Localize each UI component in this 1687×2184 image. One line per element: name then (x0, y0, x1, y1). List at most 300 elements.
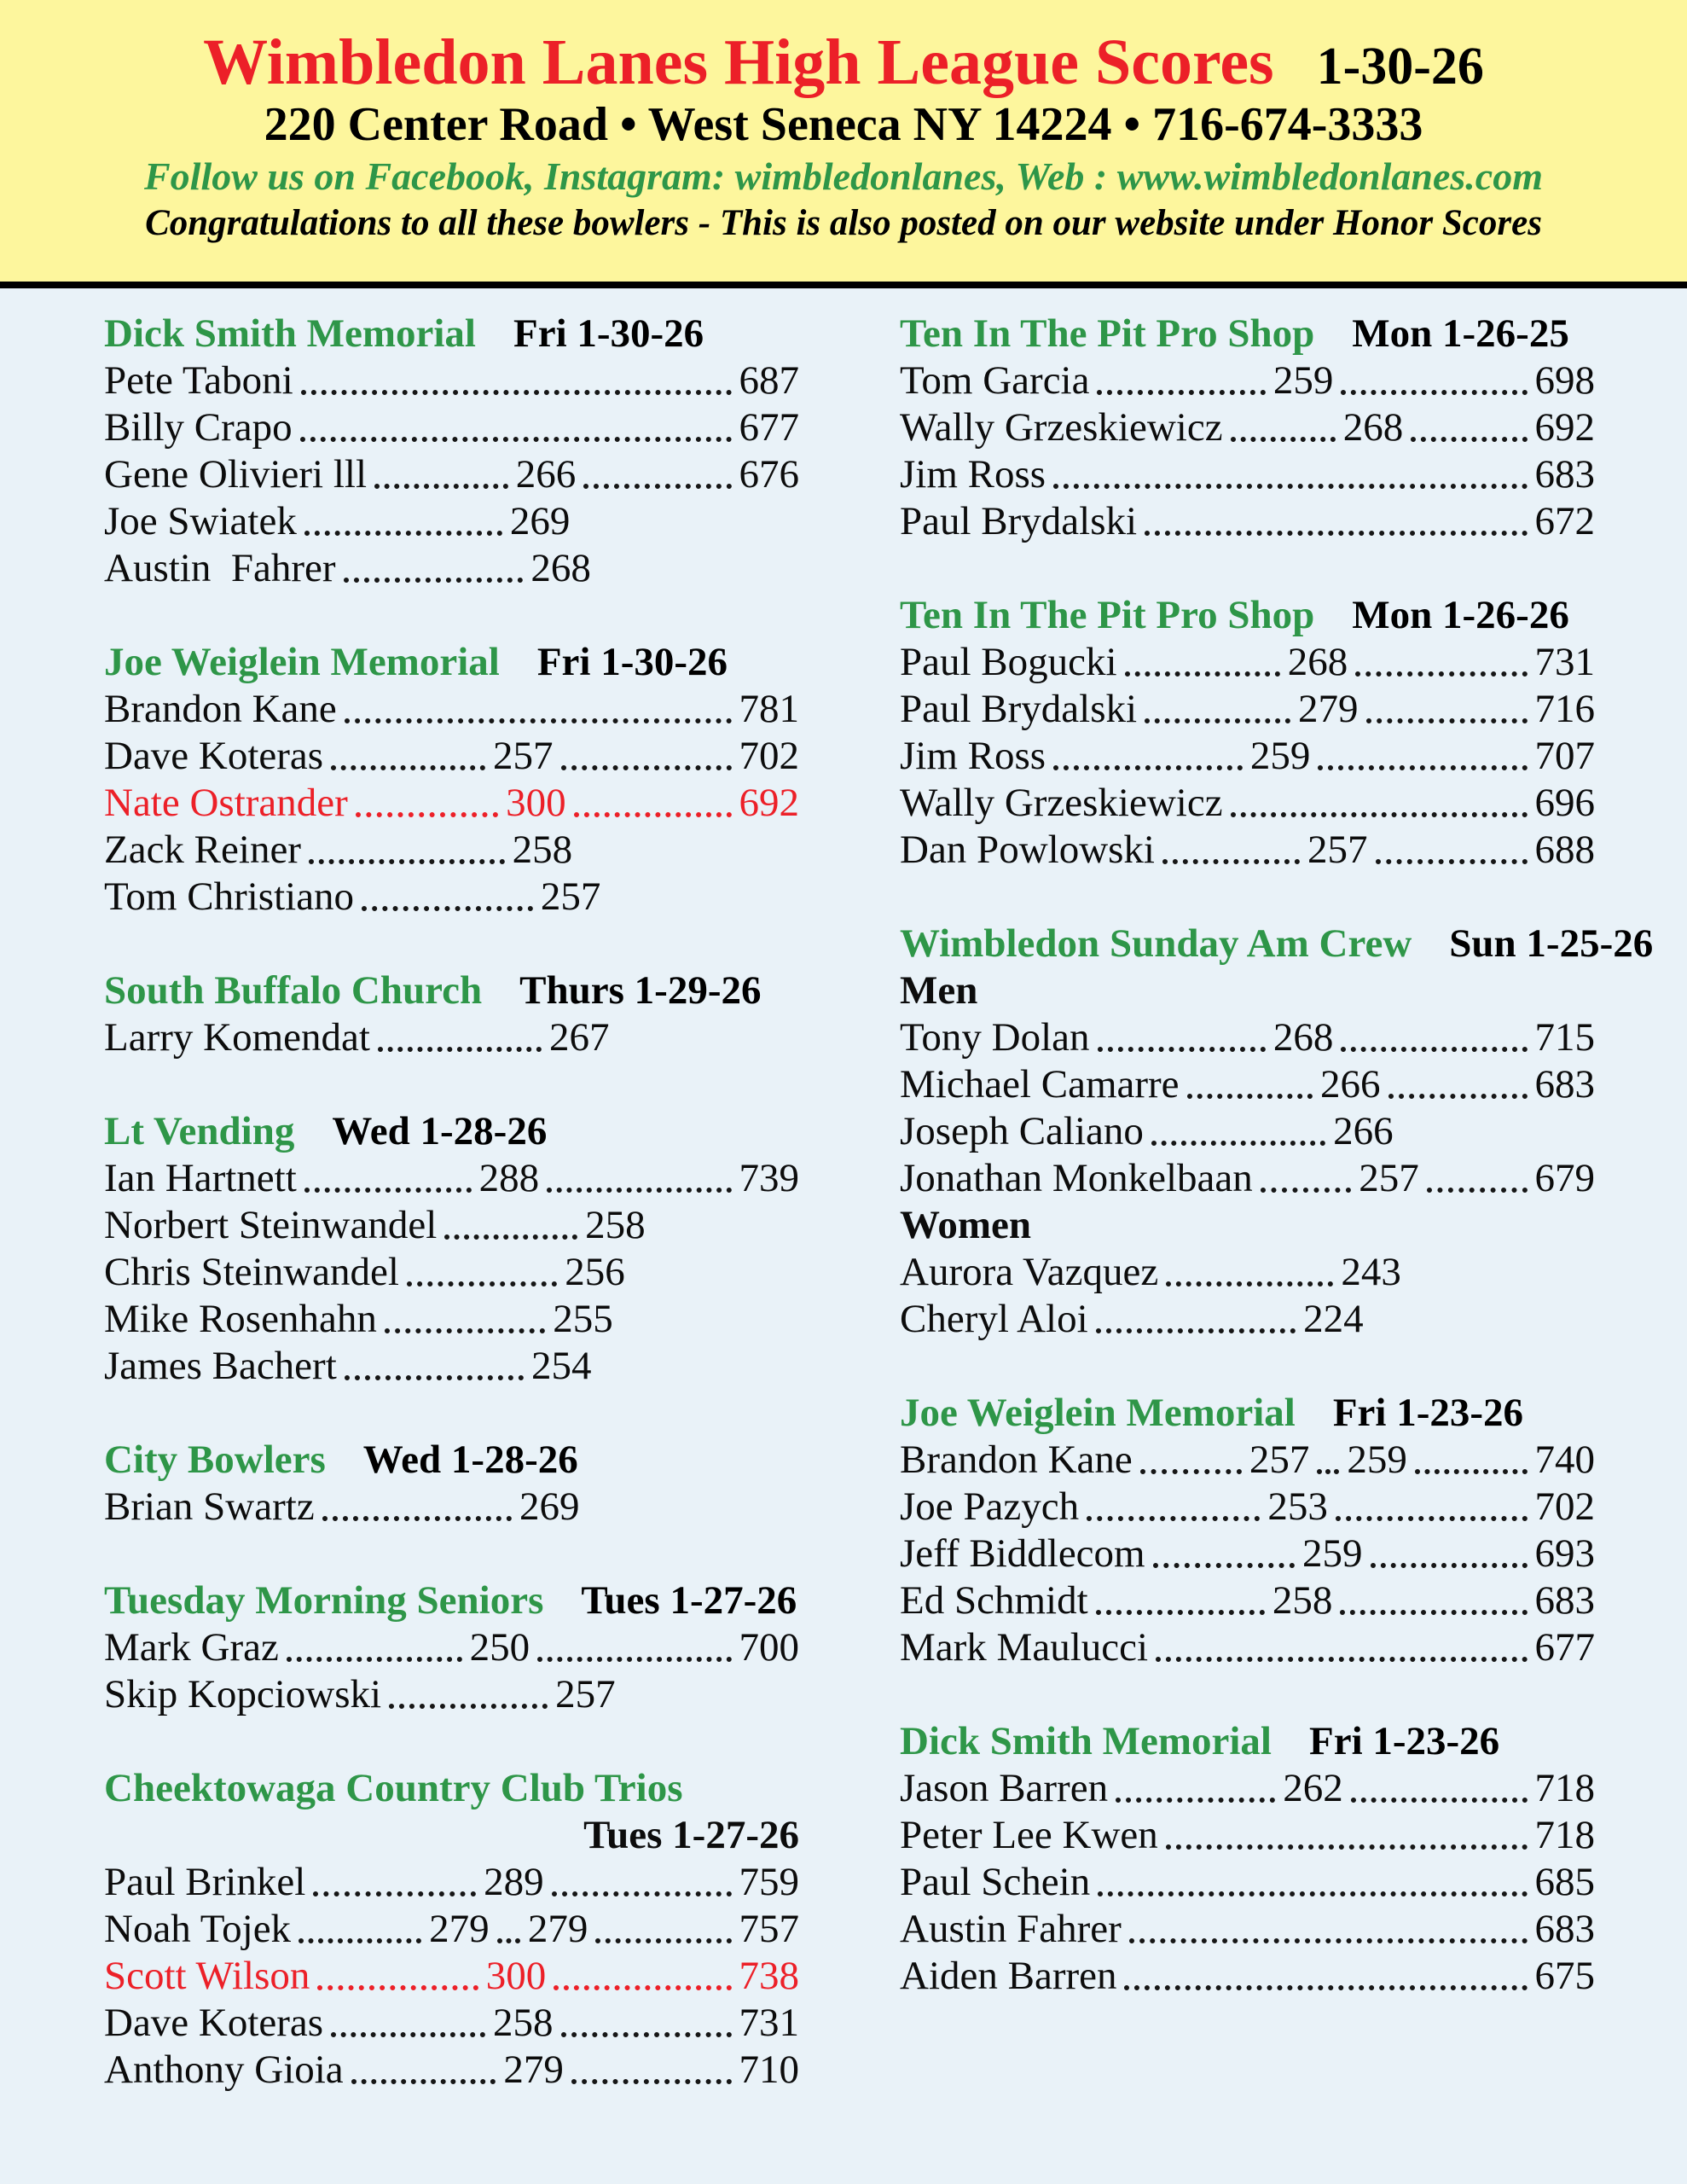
series-score: 740 (1534, 1438, 1595, 1482)
bowler-row (900, 404, 1595, 451)
game-score: 268 (1287, 640, 1348, 684)
dot-leader (595, 1938, 731, 1943)
dot-leader (561, 2032, 732, 2037)
dot-leader (301, 390, 732, 395)
series-score: 739 (739, 1156, 799, 1200)
game-score: 254 (531, 1344, 592, 1388)
game-score: 256 (565, 1250, 625, 1294)
game-score: 258 (512, 828, 573, 872)
series-score: 716 (1534, 687, 1595, 731)
dot-leader (313, 1891, 476, 1896)
league-title: Tuesday Morning Seniors (104, 1578, 544, 1623)
game-score: 257 (1359, 1156, 1419, 1200)
dot-leader (1140, 1469, 1242, 1474)
dot-leader (1151, 1141, 1325, 1146)
bowler-name: Austin Fahrer (900, 1907, 1122, 1951)
bowler-name: Brian Swartz (104, 1484, 315, 1529)
bowler-name: James Bachert (104, 1344, 337, 1388)
league-date: Fri 1-30-26 (536, 640, 728, 684)
dot-leader (1145, 718, 1290, 723)
bowler-row (900, 1296, 1595, 1343)
dot-leader (1366, 718, 1528, 723)
dot-leader (1166, 1844, 1528, 1850)
dot-leader (583, 484, 731, 489)
league-date: Thurs 1-29-26 (519, 968, 762, 1013)
bowler-row (104, 1671, 799, 1718)
bowler-name: Tom Garcia (900, 358, 1090, 403)
bowler-name: Wally Grzeskiewicz (900, 405, 1223, 450)
game-score: 258 (585, 1203, 646, 1247)
series-score: 683 (1534, 1062, 1595, 1107)
bowler-row (900, 1108, 1595, 1155)
bowler-name: Ian Hartnett (104, 1156, 297, 1200)
bowler-name: Aiden Barren (900, 1954, 1117, 1998)
page-title: Wimbledon Lanes High League Scores (203, 26, 1274, 98)
dot-leader (1341, 390, 1527, 395)
league-date: Wed 1-28-26 (332, 1109, 548, 1153)
game-score: 268 (530, 546, 591, 590)
bowler-row (900, 1577, 1595, 1624)
bowler-name: Paul Bogucki (900, 640, 1117, 684)
dot-leader (1129, 1938, 1528, 1943)
dot-leader (304, 531, 502, 536)
dot-leader (1231, 437, 1336, 442)
dot-leader (1098, 1047, 1266, 1052)
dot-leader (444, 1234, 577, 1240)
bowler-name: Joe Pazych (900, 1484, 1080, 1529)
league-header (104, 1577, 799, 1624)
bowler-name: Jim Ross (900, 452, 1046, 497)
series-score: 757 (739, 1907, 799, 1951)
game-score: 266 (515, 452, 577, 497)
header-band (0, 0, 1687, 288)
league-section (104, 639, 799, 921)
bowler-name: Wally Grzeskiewicz (900, 781, 1223, 825)
series-score: 715 (1534, 1015, 1595, 1060)
series-score: 677 (739, 405, 799, 450)
dot-leader (1340, 1610, 1527, 1615)
bowler-name: Mark Graz (104, 1625, 279, 1670)
bowler-row (900, 686, 1595, 733)
game-score: 300 (506, 781, 566, 825)
content (0, 288, 1687, 2140)
bowler-row (104, 1484, 799, 1531)
bowler-row (104, 404, 799, 451)
game-score: 224 (1303, 1297, 1364, 1341)
bowler-row (900, 1953, 1595, 2000)
game-score: 258 (1272, 1578, 1333, 1623)
league-header (900, 311, 1595, 357)
bowler-name: Brandon Kane (104, 687, 337, 731)
bowler-name: Cheryl Aloi (900, 1297, 1088, 1341)
bowler-row (900, 1437, 1595, 1484)
bowler-row (104, 1343, 799, 1390)
dot-leader (389, 1704, 548, 1709)
league-section (104, 967, 799, 1061)
dot-leader (1096, 1328, 1296, 1333)
bowler-name: Jason Barren (900, 1766, 1109, 1810)
dot-leader (374, 484, 508, 489)
bowler-name: Gene Olivieri lll (104, 452, 368, 497)
dot-leader (345, 1375, 524, 1380)
bowler-name: Nate Ostrander (104, 781, 348, 825)
bowler-name: Anthony Gioia (104, 2048, 344, 2092)
dot-leader (497, 1938, 520, 1943)
bowler-row (900, 733, 1595, 780)
series-score: 710 (739, 2048, 799, 2092)
series-score: 675 (1534, 1954, 1595, 1998)
league-date: Fri 1-23-26 (1332, 1391, 1523, 1435)
dot-leader (1116, 1798, 1275, 1803)
game-score: 257 (540, 874, 601, 919)
dot-leader (1318, 765, 1527, 770)
series-score: 692 (1534, 405, 1595, 450)
bowler-row (900, 451, 1595, 498)
gender-subheader-row (900, 967, 1595, 1014)
league-header (900, 1718, 1595, 1765)
bowler-row (104, 1296, 799, 1343)
bowler-row (900, 1859, 1595, 1906)
bowler-name: Aurora Vazquez (900, 1250, 1159, 1294)
league-title: City Bowlers (104, 1438, 326, 1482)
dot-leader (561, 765, 732, 770)
dot-leader (1336, 1516, 1528, 1521)
bowler-row (900, 1061, 1595, 1108)
bowler-row (900, 1812, 1595, 1859)
series-score: 676 (739, 452, 799, 497)
bowler-name: Ed Schmidt (900, 1578, 1088, 1623)
bowler-row (104, 1202, 799, 1249)
bowler-row (900, 498, 1595, 545)
league-date: Mon 1-26-26 (1352, 593, 1569, 637)
game-score: 268 (1272, 1015, 1334, 1060)
bowler-row (900, 827, 1595, 874)
game-score: 289 (484, 1860, 544, 1904)
series-score: 731 (739, 2001, 799, 2045)
game-score: 255 (553, 1297, 613, 1341)
bowler-row (104, 498, 799, 545)
series-score: 683 (1534, 1907, 1595, 1951)
bowler-row (900, 639, 1595, 686)
dot-leader (1096, 1610, 1265, 1615)
game-score: 266 (1320, 1062, 1381, 1107)
league-header (900, 1390, 1595, 1437)
dot-leader (1427, 1188, 1528, 1193)
bowler-row (104, 451, 799, 498)
bowler-name: Tom Christiano (104, 874, 355, 919)
series-score: 738 (739, 1954, 799, 1998)
dot-leader (554, 1985, 731, 1990)
bowler-name: Jonathan Monkelbaan (900, 1156, 1253, 1200)
game-score: 259 (1347, 1438, 1407, 1482)
dot-leader (1261, 1188, 1352, 1193)
dot-leader (299, 1938, 421, 1943)
bowler-name: Scott Wilson (104, 1954, 310, 1998)
series-score: 692 (739, 781, 799, 825)
gender-subheader: Women (900, 1203, 1032, 1247)
series-score: 731 (1534, 640, 1595, 684)
bowler-row (104, 1906, 799, 1953)
bowler-row (104, 1014, 799, 1061)
dot-leader (1341, 1047, 1527, 1052)
column-right (900, 311, 1654, 2140)
league-title: Dick Smith Memorial (900, 1719, 1272, 1763)
league-date: Sun 1-25-26 (1449, 921, 1654, 966)
bowler-name: Austin Fahrer (104, 546, 336, 590)
bowler-row (104, 545, 799, 592)
league-title: Ten In The Pit Pro Shop (900, 311, 1315, 356)
bowler-name: Paul Brydalski (900, 499, 1138, 543)
league-section (104, 311, 799, 592)
league-header (900, 921, 1654, 967)
bowler-name: Billy Crapo (104, 405, 293, 450)
dot-leader (1411, 437, 1527, 442)
bowler-name: Jim Ross (900, 734, 1046, 778)
league-section (104, 1765, 799, 2094)
league-header (104, 639, 799, 686)
league-section (900, 921, 1654, 1343)
dot-leader (322, 1516, 512, 1521)
league-section (900, 592, 1595, 874)
series-score: 683 (1534, 452, 1595, 497)
dot-leader (1087, 1516, 1260, 1521)
game-score: 250 (469, 1625, 530, 1670)
series-score: 718 (1534, 1813, 1595, 1857)
dot-leader (344, 578, 524, 583)
dot-leader (1166, 1281, 1333, 1287)
game-score: 268 (1342, 405, 1404, 450)
dot-leader (317, 1985, 478, 1990)
series-score: 696 (1534, 781, 1595, 825)
dot-leader (1351, 1798, 1528, 1803)
game-score: 269 (509, 499, 571, 543)
series-score: 679 (1534, 1156, 1595, 1200)
series-score: 687 (739, 358, 799, 403)
dot-leader (345, 718, 732, 723)
league-header (104, 1437, 799, 1484)
title-line (0, 26, 1687, 98)
series-score: 700 (739, 1625, 799, 1670)
bowler-name: Chris Steinwandel (104, 1250, 399, 1294)
bowler-name: Paul Brydalski (900, 687, 1138, 731)
bowler-row (104, 357, 799, 404)
bowler-name: Brandon Kane (900, 1438, 1133, 1482)
bowler-row (900, 1484, 1595, 1531)
league-title: Wimbledon Sunday Am Crew (900, 921, 1412, 966)
game-score: 258 (493, 2001, 554, 2045)
dot-leader (1153, 1563, 1295, 1568)
league-title: Joe Weiglein Memorial (900, 1391, 1296, 1435)
dot-leader (331, 765, 485, 770)
series-score: 702 (1534, 1484, 1595, 1529)
dot-leader (351, 2079, 496, 2084)
league-section (104, 1108, 799, 1390)
league-section (900, 1718, 1595, 2000)
league-title: Cheektowaga Country Club Trios (104, 1766, 683, 1810)
dot-leader (1371, 1563, 1528, 1568)
game-score: 259 (1249, 734, 1311, 778)
game-score: 279 (1298, 687, 1359, 731)
bowler-row (104, 1859, 799, 1906)
league-title: Ten In The Pit Pro Shop (900, 593, 1315, 637)
bowler-row (900, 1249, 1595, 1296)
dot-leader (1376, 859, 1528, 864)
game-score: 262 (1283, 1766, 1343, 1810)
dot-leader (1187, 1094, 1313, 1099)
league-header (104, 1108, 799, 1155)
congrats-line: Congratulations to all these bowlers - This is also posted on our website under Honor Scores (145, 202, 1542, 243)
dot-leader (378, 1047, 542, 1052)
bowler-name: Mark Maulucci (900, 1625, 1149, 1670)
dot-leader (1355, 671, 1527, 677)
league-date: Mon 1-26-25 (1352, 311, 1569, 356)
dot-leader (1231, 812, 1528, 817)
social-line: Follow us on Facebook, Instagram: wimbledonlanes, Web : www.wimbledonlanes.com (143, 154, 1543, 198)
bowler-row (104, 827, 799, 874)
bowler-row (104, 1953, 799, 2000)
league-section (900, 311, 1595, 545)
dot-leader (1125, 671, 1280, 677)
league-date: Wed 1-28-26 (362, 1438, 578, 1482)
bowler-row (104, 2000, 799, 2047)
bowler-name: Paul Brinkel (104, 1860, 306, 1904)
bowler-name: Dan Powlowski (900, 828, 1155, 872)
series-score: 685 (1534, 1860, 1595, 1904)
bowler-row (104, 686, 799, 733)
dot-leader (362, 906, 533, 911)
bowler-row (104, 1155, 799, 1202)
game-score: 243 (1341, 1250, 1401, 1294)
bowler-row (104, 1249, 799, 1296)
dot-leader (1053, 765, 1243, 770)
bowler-name: Peter Lee Kwen (900, 1813, 1158, 1857)
bowler-name: Joseph Caliano (900, 1109, 1144, 1153)
series-score: 707 (1534, 734, 1595, 778)
bowler-row (104, 2047, 799, 2094)
series-score: 683 (1534, 1578, 1595, 1623)
bowler-name: Paul Schein (900, 1860, 1091, 1904)
bowler-name: Tony Dolan (900, 1015, 1090, 1060)
dot-leader (407, 1281, 557, 1287)
game-score: 269 (519, 1484, 580, 1529)
dot-leader (331, 2032, 485, 2037)
game-score: 257 (1307, 828, 1368, 872)
game-score: 257 (1249, 1438, 1310, 1482)
dot-leader (574, 812, 732, 817)
dot-leader (547, 1188, 731, 1193)
address-line: 220 Center Road • West Seneca NY 14224 • 716-674-3333 (264, 97, 1423, 151)
dot-leader (1098, 1891, 1527, 1896)
league-section (900, 1390, 1595, 1671)
dot-leader (304, 1188, 472, 1193)
dot-leader (300, 437, 732, 442)
bowler-name: Mike Rosenhahn (104, 1297, 377, 1341)
bowler-name: Pete Taboni (104, 358, 293, 403)
header-date: 1-30-26 (1316, 38, 1484, 96)
bowler-name: Noah Tojek (104, 1907, 292, 1951)
bowler-name: Joe Swiatek (104, 499, 297, 543)
bowler-row (104, 733, 799, 780)
bowler-row (900, 1906, 1595, 1953)
dot-leader (571, 2079, 732, 2084)
game-score: 300 (485, 1954, 547, 1998)
bowler-row (104, 874, 799, 921)
dot-leader (1053, 484, 1527, 489)
game-score: 267 (549, 1015, 610, 1060)
league-title: Lt Vending (104, 1109, 295, 1153)
game-score: 259 (1272, 358, 1334, 403)
gender-subheader-row (900, 1202, 1595, 1249)
bowler-name: Skip Kopciowski (104, 1672, 382, 1716)
series-score: 702 (739, 734, 799, 778)
series-score: 781 (739, 687, 799, 731)
bowler-name: Jeff Biddlecom (900, 1531, 1145, 1576)
league-section (104, 1437, 799, 1531)
game-score: 279 (429, 1907, 490, 1951)
league-title: Dick Smith Memorial (104, 311, 476, 356)
dot-leader (552, 1891, 732, 1896)
dot-leader (1317, 1469, 1339, 1474)
league-title: South Buffalo Church (104, 968, 483, 1013)
bowler-row (104, 780, 799, 827)
dot-leader (385, 1328, 545, 1333)
league-header (104, 967, 799, 1014)
series-score: 718 (1534, 1766, 1595, 1810)
series-score: 759 (739, 1860, 799, 1904)
dot-leader (356, 812, 498, 817)
dot-leader (1156, 1657, 1527, 1662)
bowler-name: Norbert Steinwandel (104, 1203, 438, 1247)
bowler-row (900, 780, 1595, 827)
dot-leader (1097, 390, 1265, 395)
game-score: 253 (1267, 1484, 1328, 1529)
game-score: 257 (555, 1672, 616, 1716)
bowler-row (900, 1155, 1595, 1202)
series-score: 688 (1534, 828, 1595, 872)
dot-leader (1388, 1094, 1528, 1099)
game-score: 279 (503, 2048, 564, 2092)
league-date: Tues 1-27-26 (581, 1578, 797, 1623)
dot-leader (1162, 859, 1300, 864)
bowler-row (104, 1624, 799, 1671)
league-header (104, 1765, 799, 1812)
league-title: Joe Weiglein Memorial (104, 640, 500, 684)
league-header (104, 311, 799, 357)
series-score: 672 (1534, 499, 1595, 543)
league-date: Tues 1-27-26 (583, 1813, 799, 1857)
column-left (104, 311, 799, 2140)
dot-leader (1415, 1469, 1528, 1474)
dot-leader (1124, 1985, 1527, 1990)
bowler-row (900, 1014, 1595, 1061)
dot-leader (309, 859, 505, 864)
bowler-name: Dave Koteras (104, 2001, 324, 2045)
bowler-row (900, 1624, 1595, 1671)
bowler-row (900, 357, 1595, 404)
dot-leader (537, 1657, 731, 1662)
series-score: 677 (1534, 1625, 1595, 1670)
game-score: 266 (1333, 1109, 1394, 1153)
bowler-name: Michael Camarre (900, 1062, 1180, 1107)
game-score: 279 (527, 1907, 588, 1951)
bowler-name: Dave Koteras (104, 734, 324, 778)
game-score: 259 (1302, 1531, 1363, 1576)
bowler-row (900, 1765, 1595, 1812)
dot-leader (1145, 531, 1527, 536)
league-date: Fri 1-23-26 (1309, 1719, 1500, 1763)
gender-subheader: Men (900, 968, 978, 1013)
league-header (900, 592, 1595, 639)
